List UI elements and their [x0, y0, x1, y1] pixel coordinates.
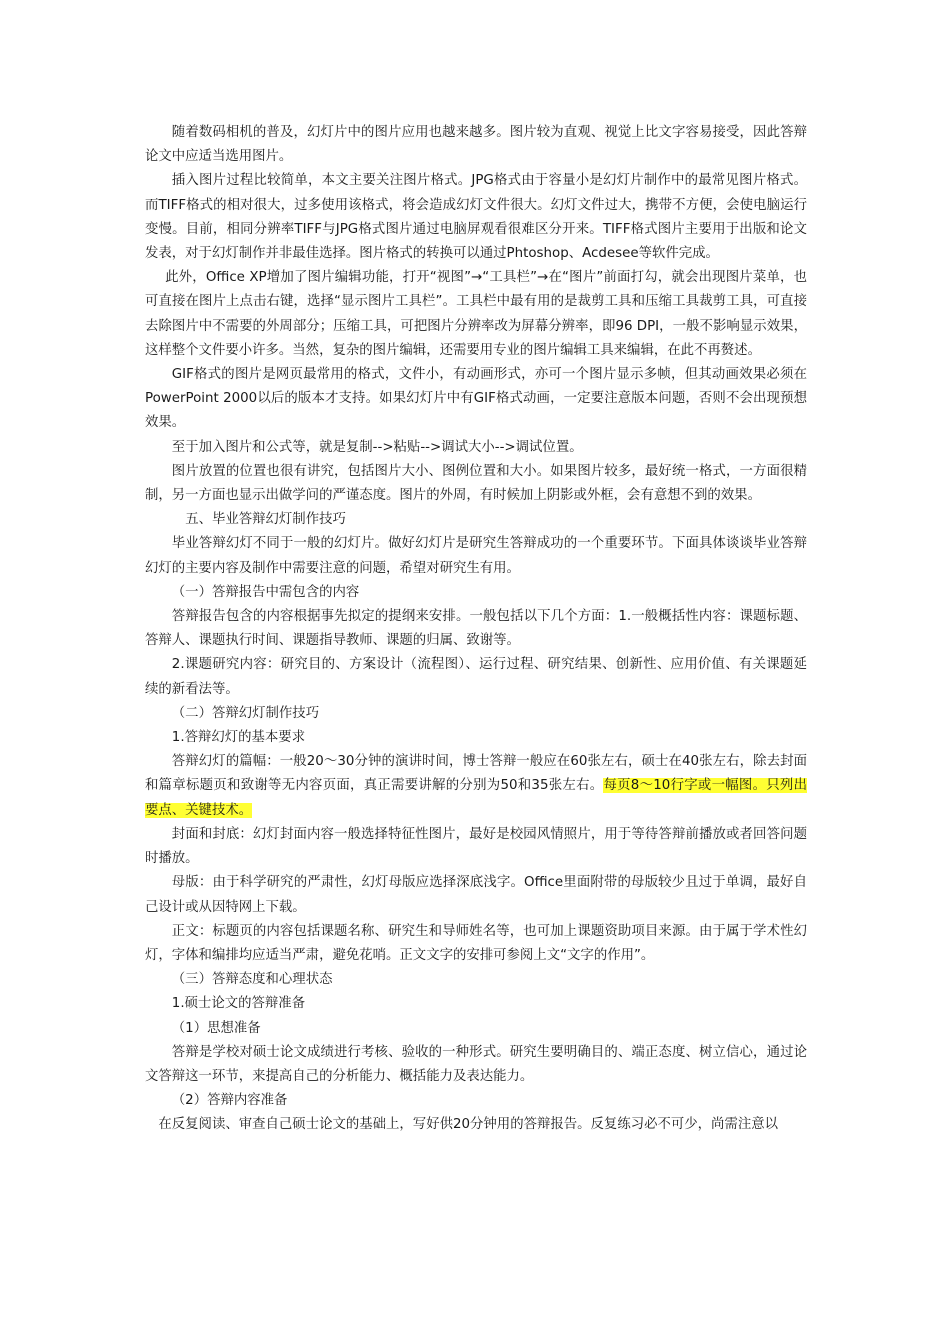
subheading-slide-techniques: （二）答辩幻灯制作技巧 [171, 705, 320, 721]
paragraph-master: 母版：由于科学研究的严肃性，幻灯母版应选择深底浅字。Office里面附带的母版较少且过于单调，最好自己设计或从因特网上下载。 [145, 875, 807, 915]
paragraph-main-text: 正文：标题页的内容包括课题名称、研究生和导师姓名等，也可加上课题资助项目来源。由于属于学术性幻灯，字体和编排均应适当严肃，避免花哨。正文文字的安排可参阅上文“文字的作用”。 [145, 923, 807, 963]
paragraph-office-xp: 此外，Office XP增加了图片编辑功能，打开“视图”→“工具栏”→在“图片”前面打勾，就会出现图片菜单，也可直接在图片上点击右键，选择“显示图片工具栏”。工具栏中最有用的是裁剪工具和压缩工具裁剪工具，可直接去除图片中不需要的外周部分；压缩工具，可把图片分辨率改为屏幕分辨率，即96 DPI，一般不影响显示效果，这样整个文件要小许多。当然，复杂的图片编辑，还需要用专业的图片编辑工具来编辑，在此不再赘述。 [145, 270, 807, 358]
paragraph-slide-length [145, 750, 807, 823]
subheading-mental-preparation: （1）思想准备 [171, 1020, 261, 1036]
paragraph-copy-paste: 至于加入图片和公式等，就是复制-->粘贴-->调试大小-->调试位置。 [171, 439, 583, 455]
highlighted-text: 每页8～10行字或一幅图。只列出要点、关键技术。 [145, 778, 807, 818]
paragraph-image-format: 插入图片过程比较简单，本文主要关注图片格式。JPG格式由于容量小是幻灯片制作中的最常见图片格式。而TIFF格式的相对很大，过多使用该格式，将会造成幻灯文件很大。幻灯文件过大，携带不方便，会使电脑运行变慢。目前，相同分辨率TIFF与JPG格式图片通过电脑屏观看很难区分开来。TIFF格式图片主要用于出版和论文发表，对于幻灯制作并非最佳选择。图片格式的转换可以通过Phtoshop、Acdesee等软件完成。 [145, 173, 807, 262]
subheading-attitude: （三）答辩态度和心理状态 [171, 972, 333, 988]
paragraph-image-usage: 随着数码相机的普及，幻灯片中的图片应用也越来越多。图片较为直观、视觉上比文字容易接受，因此答辩论文中应适当选用图片。 [145, 125, 807, 165]
paragraph-defense-slides-intro: 毕业答辩幻灯不同于一般的幻灯片。做好幻灯片是研究生答辩成功的一个重要环节。下面具体谈谈毕业答辩幻灯的主要内容及制作中需要注意的问题，希望对研究生有用。 [145, 536, 807, 576]
section-heading-five: 五、毕业答辩幻灯制作技巧 [185, 512, 346, 528]
paragraph-research-content: 2.课题研究内容：研究目的、方案设计（流程图）、运行过程、研究结果、创新性、应用价值、有关课题延续的新看法等。 [145, 657, 807, 697]
paragraph-report-writing: 在反复阅读、审查自己硕士论文的基础上，写好供20分钟用的答辩报告。反复练习必不可少，尚需注意以 [158, 1117, 779, 1133]
paragraph-gif-format: GIF格式的图片是网页最常用的格式，文件小，有动画形式，亦可一个图片显示多帧，但其动画效果必须在PowerPoint 2000以后的版本才支持。如果幻灯片中有GIF格式动画，一定要注意版本问题，否则不会出现预想效果。 [145, 367, 807, 431]
subheading-content-preparation: （2）答辩内容准备 [171, 1093, 288, 1109]
paragraph-cover: 封面和封底：幻灯封面内容一般选择特征性图片，最好是校园风情照片，用于等待答辩前播放或者回答问题时播放。 [145, 826, 807, 867]
paragraph-report-outline: 答辩报告包含的内容根据事先拟定的提纲来安排。一般包括以下几个方面：1.一般概括性内容：课题标题、答辩人、课题执行时间、课题指导教师、课题的归属、致谢等。 [145, 609, 807, 649]
subheading-basic-requirements: 1.答辩幻灯的基本要求 [171, 730, 306, 746]
paragraph-image-placement: 图片放置的位置也很有讲究，包括图片大小、图例位置和大小。如果图片较多，最好统一格式，一方面很精制，另一方面也显示出做学问的严谨态度。图片的外周，有时候加上阴影或外框，会有意想不到的效果。 [145, 463, 807, 504]
document-body [145, 121, 807, 1138]
paragraph-defense-purpose: 答辩是学校对硕士论文成绩进行考核、验收的一种形式。研究生要明确目的、端正态度、树立信心，通过论文答辩这一环节，来提高自己的分析能力、概括能力及表达能力。 [145, 1044, 807, 1084]
subheading-masters-preparation: 1.硕士论文的答辩准备 [171, 996, 306, 1012]
subheading-report-content: （一）答辩报告中需包含的内容 [171, 584, 360, 600]
slide-length-text: 答辩幻灯的篇幅：一般20～30分钟的演讲时间，博士答辩一般应在60张左右，硕士在40张左右，除去封面和篇章标题页和致谢等无内容页面，真正需要讲解的分别为50和35张左右。 [145, 754, 807, 794]
